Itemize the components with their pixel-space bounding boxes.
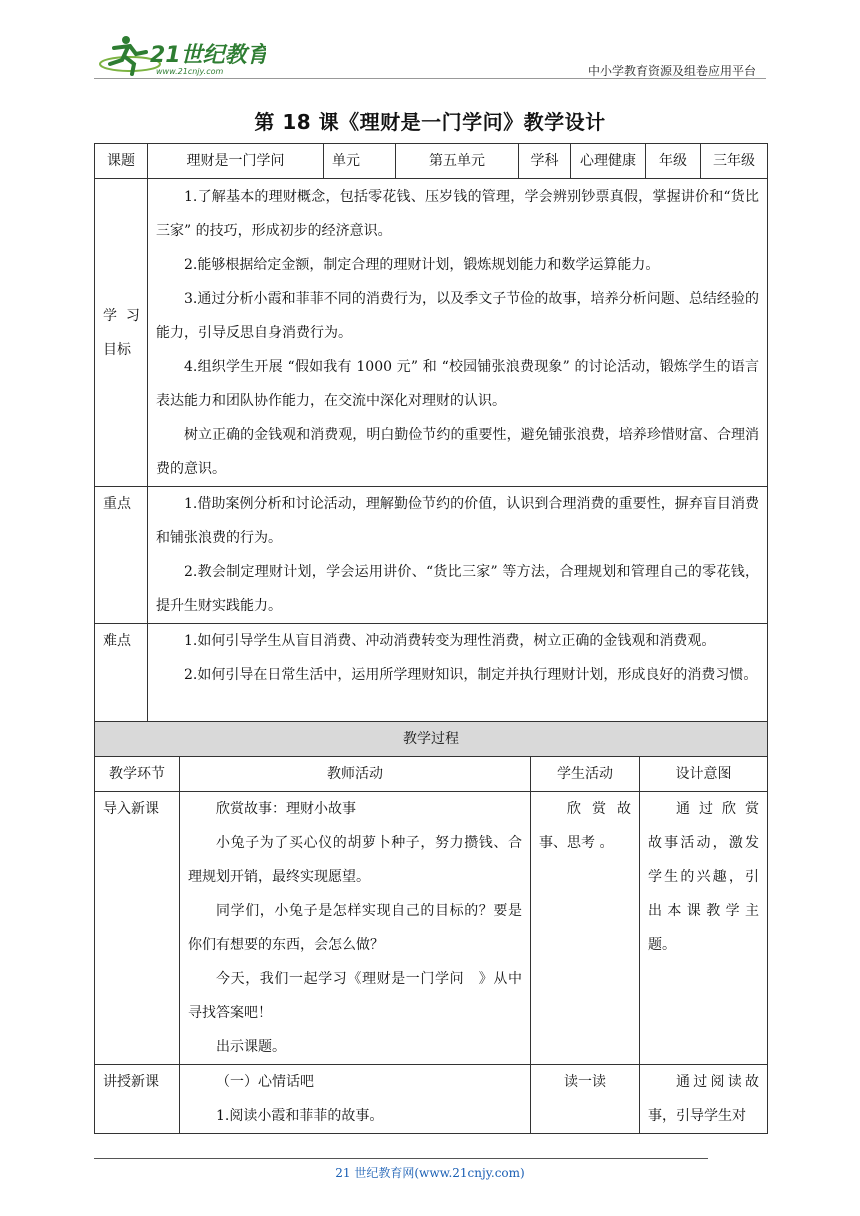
grade-value: 三年级 [701, 144, 768, 179]
key-points-content [148, 487, 768, 624]
key-points-label: 重点 [95, 487, 148, 624]
table-row [95, 1065, 768, 1134]
footer-text: 21 世纪教育网(www.21cnjy.com) [335, 1166, 525, 1180]
table-row [95, 792, 768, 1065]
difficulties-label: 难点 [95, 624, 148, 726]
goal-item: 2.能够根据给定金额，制定合理的理财计划，锻炼规划能力和数学运算能力。 [184, 257, 660, 273]
goal-item: 树立正确的金钱观和消费观，明白勤俭节约的重要性，避免铺张浪费，培养珍惜财富、合理消费的意识。 [156, 427, 759, 477]
page-title: 第 18 课《理财是一门学问》教学设计 [254, 110, 606, 134]
footer-divider [94, 1158, 708, 1159]
student-activity-cell: 读一读 [531, 1065, 640, 1134]
goals-label: 学 习 目标 [95, 179, 148, 487]
stage-cell: 导入新课 [95, 792, 180, 1065]
teacher-activity-cell [180, 792, 531, 1065]
teacher-line: （一）心情话吧 [216, 1074, 314, 1090]
difficulties-content [148, 624, 768, 726]
platform-name: 中小学教育资源及组卷应用平台 [587, 64, 756, 78]
design-intent-cell: 通 过 欣 赏 故事活动，激发学生的兴趣，引 出 本 课 教 学 主题。 [640, 792, 768, 1065]
header-divider [94, 78, 766, 79]
goal-item: 3.通过分析小霞和菲菲不同的消费行为，以及季文子节俭的故事，培养分析问题、总结经验的能力，引导反思自身消费行为。 [156, 291, 759, 341]
col-header-intent: 设计意图 [640, 757, 768, 792]
grade-label: 年级 [646, 144, 701, 179]
teacher-line: 1.阅读小霞和菲菲的故事。 [216, 1108, 384, 1124]
difficulty-item: 2.如何引导在日常生活中，运用所学理财知识，制定并执行理财计划，形成良好的消费习惯。 [184, 667, 758, 683]
col-header-stage: 教学环节 [95, 757, 180, 792]
unit-value: 第五单元 [396, 144, 519, 179]
goals-content [148, 179, 768, 487]
subject-value: 心理健康 [571, 144, 646, 179]
student-activity-cell: 欣 赏 故事、思考 。 [531, 792, 640, 1065]
teacher-line: 小兔子为了买心仪的胡萝卜种子，努力攒钱、合理规划开销，最终实现愿望。 [188, 835, 522, 885]
site-logo [96, 34, 266, 78]
goal-item: 1.了解基本的理财概念，包括零花钱、压岁钱的管理，学会辨别钞票真假，掌握讲价和“货比三家” 的技巧，形成初步的经济意识。 [156, 189, 759, 239]
teacher-line: 欣赏故事：理财小故事 [216, 801, 356, 817]
teaching-process-table [94, 721, 768, 1134]
logo-text: 21世纪教育 [150, 43, 266, 68]
runner-logo-icon [96, 34, 266, 78]
difficulty-item: 1.如何引导学生从盲目消费、冲动消费转变为理性消费，树立正确的金钱观和消费观。 [184, 633, 716, 649]
teacher-activity-cell [180, 1065, 531, 1134]
col-header-teacher: 教师活动 [180, 757, 531, 792]
logo-url: www.21cnjy.com [156, 67, 224, 76]
col-header-student: 学生活动 [531, 757, 640, 792]
lesson-info-table [94, 143, 768, 726]
teacher-line: 今天，我们一起学习《理财是一门学问 》从中寻找答案吧！ [188, 971, 522, 1021]
subject-label: 学科 [519, 144, 571, 179]
key-point-item: 2.教会制定理财计划，学会运用讲价、“货比三家” 等方法，合理规划和管理自己的零花钱，提升生财实践能力。 [156, 564, 759, 614]
topic-label: 课题 [95, 144, 148, 179]
teacher-line: 出示课题。 [216, 1039, 286, 1055]
process-title: 教学过程 [95, 722, 768, 757]
goal-item: 4.组织学生开展 “假如我有 1000 元” 和 “校园铺张浪费现象” 的讨论活动，锻炼学生的语言表达能力和团队协作能力，在交流中深化对理财的认识。 [156, 359, 759, 409]
design-intent-cell: 通过阅读故事，引导学生对 [640, 1065, 768, 1134]
stage-cell: 讲授新课 [95, 1065, 180, 1134]
key-point-item: 1.借助案例分析和讨论活动，理解勤俭节约的价值，认识到合理消费的重要性，摒弃盲目消费和铺张浪费的行为。 [156, 496, 759, 546]
topic-value: 理财是一门学问 [148, 144, 324, 179]
unit-label: 单元 [324, 144, 396, 179]
teacher-line: 同学们，小兔子是怎样实现自己的目标的？要是你们有想要的东西，会怎么做？ [188, 903, 522, 953]
